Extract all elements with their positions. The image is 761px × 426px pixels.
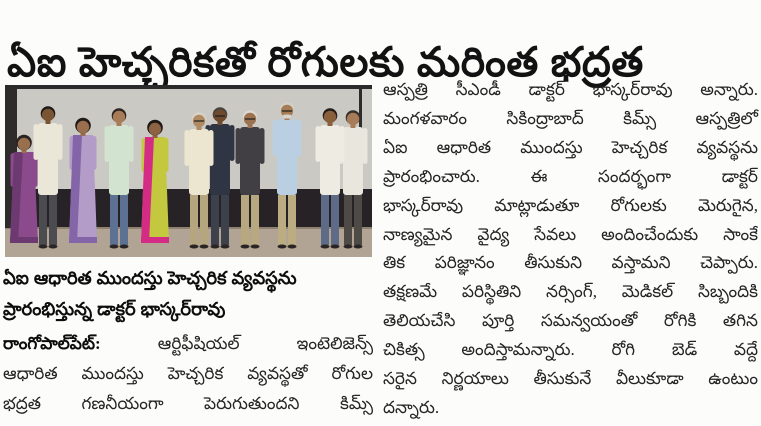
photo-caption: [3, 263, 372, 325]
right-body-line: భాస్కర్‌రావు మాట్లాడుతూ రోగులకు మెరుగైన,: [383, 195, 758, 215]
right-body-line: సరైన నిర్ణయాలు తీసుకునే వీలుకూడా ఉంటుం: [383, 369, 758, 389]
right-body-line: చికిత్స అందిస్తామన్నారు. రోగి బెడ్ వద్దే: [383, 340, 758, 360]
right-body-line: తక్షణమే పరిస్థితిని నర్సింగ్, మెడికల్ సిబ్బందికి: [383, 282, 758, 302]
article-photo: [5, 85, 372, 257]
right-body-line: నాణ్యమైన వైద్య సేవలు అందించేందుకు సాంకే: [383, 224, 758, 244]
right-body-line: మంగళవారం సికింద్రాబాద్ కిమ్స్ ఆస్పత్రిలో: [383, 108, 758, 128]
photo-caption-line-2: ప్రారంభిస్తున్న డాక్టర్ భాస్కర్‌రావు: [3, 299, 226, 319]
right-body-line: తెలియచేసి పూర్తి సమన్వయంతో రోగికి తగిన: [383, 311, 758, 331]
left-body-line-1-text: ఆర్టిఫీషియల్ ఇంటెలిజెన్స్: [157, 334, 373, 353]
right-body-line: తిక పరిజ్ఞానం తీసుకుని వస్తామని చెప్పారు.: [383, 253, 758, 273]
right-column-body: [383, 76, 758, 423]
right-body-line: ప్రారంభించారు. ఈ సందర్భంగా డాక్టర్: [383, 166, 758, 186]
photo-caption-line-1: ఏఐ ఆధారిత ముందస్తు హెచ్చరిక వ్యవస్థను: [3, 268, 297, 288]
right-body-line: ఆస్పత్రి సీఎండీ డాక్టర్ భాస్కర్‌రావు అన్నారు.: [383, 80, 758, 99]
right-body-last-line: దన్నారు.: [383, 397, 440, 417]
left-column-body: [3, 329, 373, 419]
left-body-line-1: [3, 329, 373, 359]
left-body-line-3: భద్రత గణనీయంగా పెరుగుతుందని కిమ్స్: [3, 394, 373, 413]
article-headline: ఏఐ హెచ్చరికతో రోగులకు మరింత భద్రత: [7, 39, 644, 86]
group-photo-illustration: [5, 85, 372, 257]
left-body-line-2: ఆధారిత ముందస్తు హెచ్చరిక వ్యవస్థతో రోగుల: [3, 364, 373, 383]
right-body-line: ఏఐ ఆధారిత ముందస్తు హెచ్చరిక వ్యవస్థను: [383, 137, 758, 157]
dateline: రాంగోపాల్‌పేట్:: [3, 334, 101, 353]
